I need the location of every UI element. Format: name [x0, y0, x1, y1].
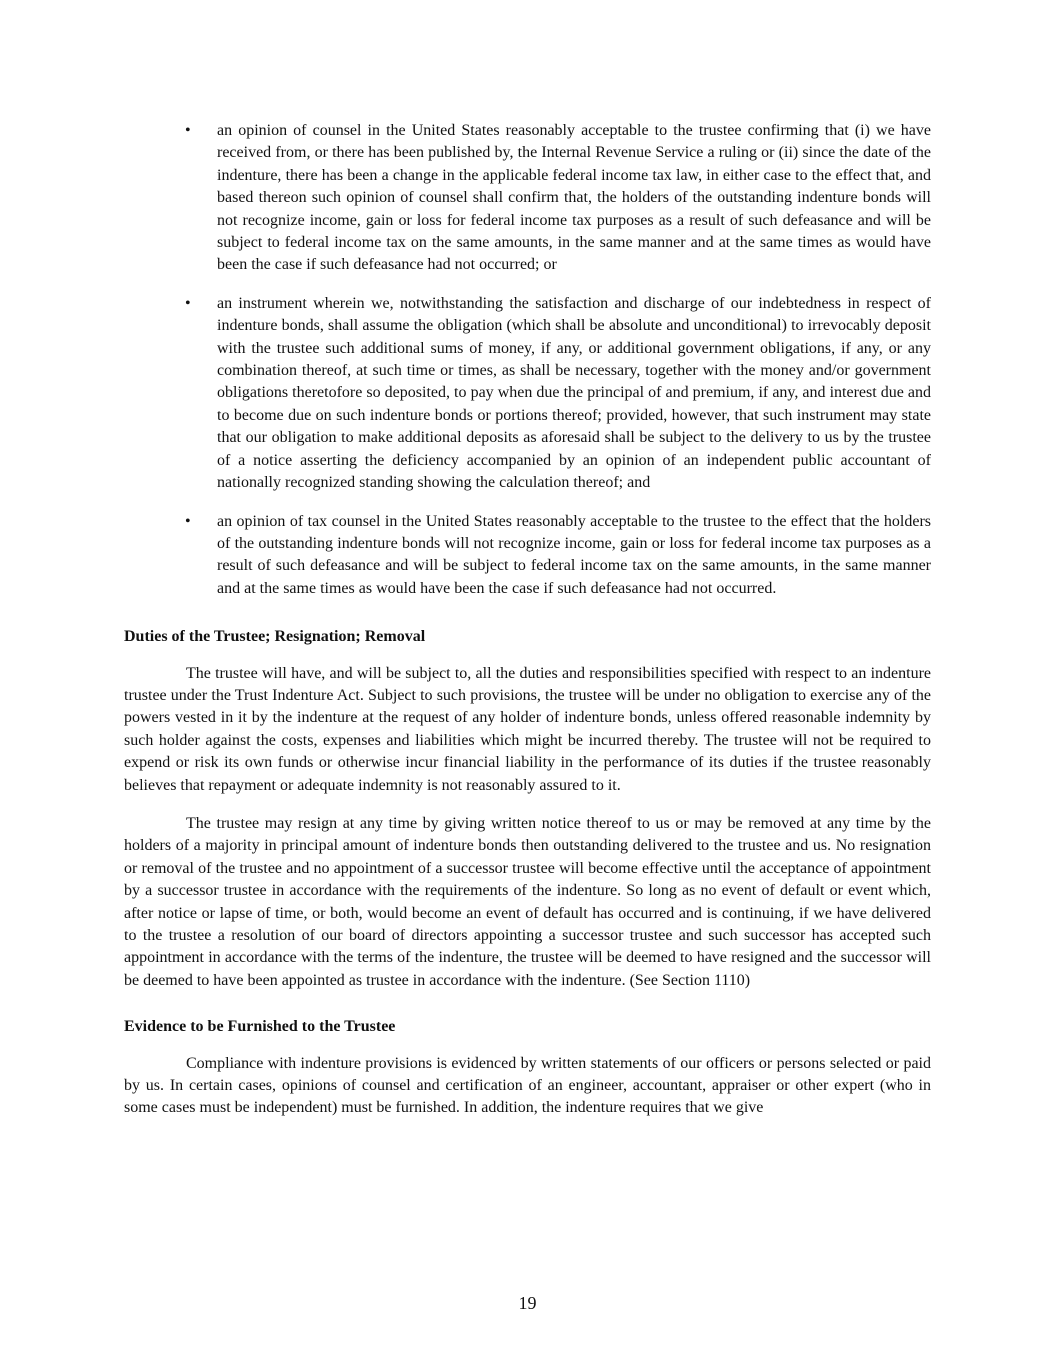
bullet-icon: • [185, 294, 191, 312]
bullet-text: an opinion of counsel in the United States reasonably acceptable to the trustee confirming that (i) we have received from, or there has been published by, the Internal Revenue Service a ruling or (ii) since the date of the indenture, there has been a change in the applicable federal income tax law, in either case to the effect that, and based thereon such opinion of counsel shall confirm that, the holders of the outstanding indenture bonds will not recognize income, gain or loss for federal income tax purposes as a result of such defeasance and will be subject to federal income tax on the same amounts, in the same manner and at the same times as would have been the case if such defeasance had not occurred; or [217, 122, 931, 274]
page-number: 19 [518, 1293, 537, 1313]
bullet-item [124, 120, 931, 277]
paragraph-duties-2: The trustee may resign at any time by giving written notice thereof to us or may be removed at any time by the holders of a majority in principal amount of indenture bonds then outstanding delivered to the trustee and us. No resignation or removal of the trustee and no appointment of a successor trustee will become effective until the acceptance of appointment by a successor trustee in accordance with the requirements of the indenture. So long as no event of default or event which, after notice or lapse of time, or both, would become an event of default has occurred and is continuing, if we have delivered to the trustee a resolution of our board of directors appointing a successor trustee and such successor has accepted such appointment in accordance with the terms of the indenture, the trustee will be deemed to have resigned and the successor will be deemed to have been appointed as trustee in accordance with the indenture. (See Section 1110) [124, 814, 931, 989]
document-page [124, 120, 931, 1136]
section-heading-evidence: Evidence to be Furnished to the Trustee [124, 1018, 396, 1036]
paragraph-evidence-1: Compliance with indenture provisions is evidenced by written statements of our officers or persons selected or paid by us. In certain cases, opinions of counsel and certification of an engineer, accountant, appraiser or other expert (who in some cases must be independent) must be furnished. In addition, the indenture requires that we give [124, 1054, 931, 1117]
bullet-icon: • [185, 122, 191, 139]
bullet-icon: • [185, 512, 191, 530]
bullet-text: an instrument wherein we, notwithstanding the satisfaction and discharge of our indebtedness in respect of indenture bonds, shall assume the obligation (which shall be absolute and unconditional) to irrevocably deposit with the trustee such additional sums of money, if any, or additional government obligations, if any, or any combination thereof, at such time or times, as shall be necessary, together with the money and/or government obligations theretofore so deposited, to pay when due the principal of and premium, if any, and interest due and to become due on such indenture bonds or portions thereof; provided, however, that such instrument may state that our obligation to make additional deposits as aforesaid shall be subject to the delivery to us by the trustee of a notice asserting the deficiency accompanied by an opinion of an independent public accountant of nationally recognized standing showing the calculation thereof; and [217, 294, 931, 492]
bullet-item [124, 511, 931, 601]
bullet-item [124, 293, 931, 495]
bullet-text: an opinion of tax counsel in the United States reasonably acceptable to the trustee to the effect that the holders of the outstanding indenture bonds will not recognize income, gain or loss for federal income tax purposes as a result of such defeasance and will be subject to federal income tax on the same amounts, in the same manner and at the same times as would have been the case if such defeasance had not occurred. [217, 512, 931, 597]
section-heading-duties: Duties of the Trustee; Resignation; Removal [124, 628, 426, 646]
paragraph-duties-1: The trustee will have, and will be subject to, all the duties and responsibilities specified with respect to an indenture trustee under the Trust Indenture Act. Subject to such provisions, the trustee will be under no obligation to exercise any of the powers vested in it by the indenture at the request of any holder of indenture bonds, unless offered reasonable indemnity by such holder against the costs, expenses and liabilities which might be incurred thereby. The trustee will not be required to expend or risk its own funds or otherwise incur financial liability in the performance of its duties if the trustee reasonably believes that repayment or adequate indemnity is not reasonably assured to it. [124, 664, 931, 794]
